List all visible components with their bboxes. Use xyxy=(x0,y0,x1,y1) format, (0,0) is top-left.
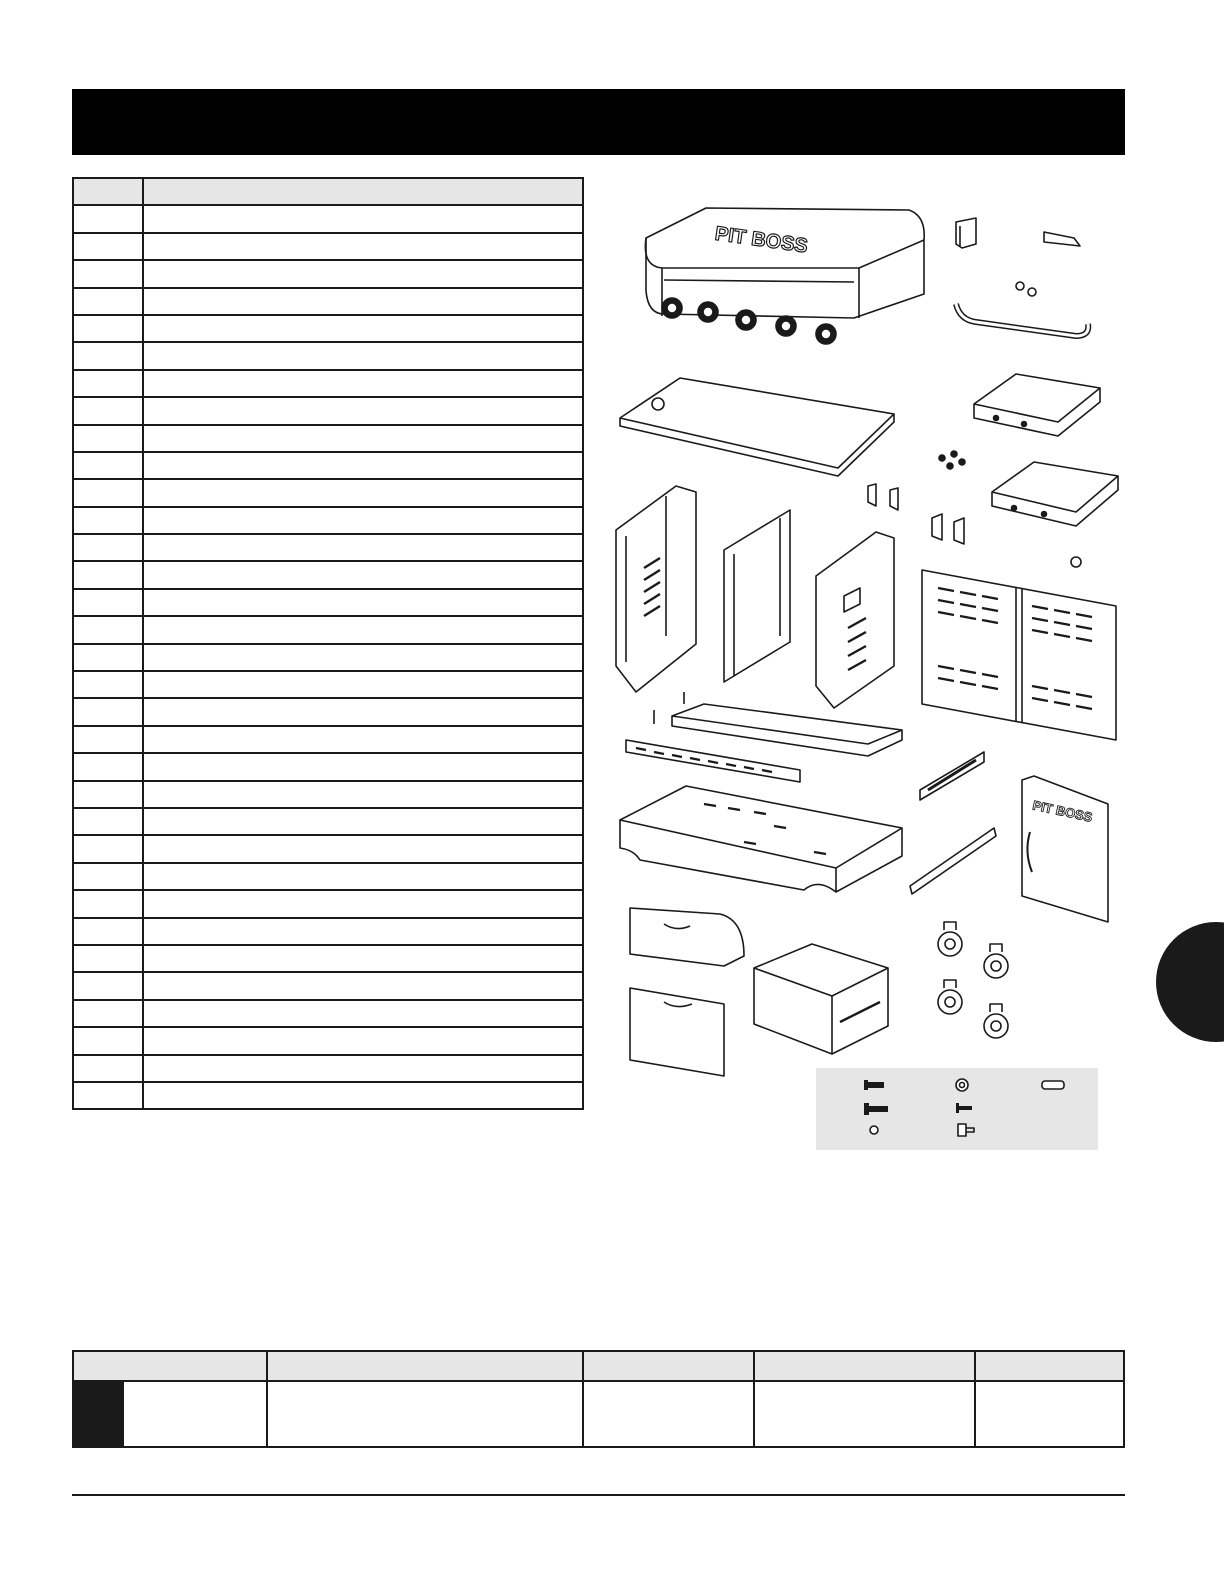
part-description-cell xyxy=(143,534,583,561)
part-number-cell xyxy=(73,1055,143,1082)
part-number-cell xyxy=(73,835,143,862)
part-description-cell xyxy=(143,1000,583,1027)
section-tab-marker xyxy=(1156,922,1224,1042)
part-number-cell xyxy=(73,972,143,999)
part-number-cell xyxy=(73,671,143,698)
side-shelf-part-1 xyxy=(974,374,1100,436)
parts-table-row xyxy=(73,425,583,452)
parts-table-row xyxy=(73,561,583,588)
part-number-cell xyxy=(73,288,143,315)
shelf-bolts xyxy=(939,451,965,469)
spec-data-row xyxy=(73,1381,1124,1447)
part-description-cell xyxy=(143,644,583,671)
section-header-bar xyxy=(72,89,1125,155)
griddle-plate-part xyxy=(620,378,894,476)
hood-brand-logo: PIT BOSS xyxy=(713,222,810,258)
parts-table-row xyxy=(73,726,583,753)
drawer-front-part-1 xyxy=(630,908,744,966)
parts-table-row xyxy=(73,507,583,534)
spec-data-cell xyxy=(754,1381,975,1447)
part-number-cell xyxy=(73,808,143,835)
part-description-cell xyxy=(143,781,583,808)
front-vent-rail xyxy=(626,740,800,782)
parts-table-row xyxy=(73,1082,583,1109)
part-number-cell xyxy=(73,534,143,561)
cabinet-middle-panel xyxy=(724,510,790,682)
caster-wheels xyxy=(938,922,1008,1038)
drawer-box-part xyxy=(754,944,888,1054)
side-shelf-part-2 xyxy=(992,462,1118,526)
part-number-cell xyxy=(73,945,143,972)
part-number-cell xyxy=(73,890,143,917)
parts-table-row xyxy=(73,863,583,890)
drawer-rail-part xyxy=(920,752,984,800)
parts-table-row xyxy=(73,781,583,808)
part-description-cell xyxy=(143,945,583,972)
spec-header-cell xyxy=(73,1351,267,1381)
part-number-cell xyxy=(73,561,143,588)
parts-table-row xyxy=(73,342,583,369)
part-number-cell xyxy=(73,698,143,725)
part-description-cell xyxy=(143,397,583,424)
spec-data-cell xyxy=(975,1381,1124,1447)
spec-header-cell xyxy=(754,1351,975,1381)
cabinet-left-panel xyxy=(616,486,696,692)
parts-table-row xyxy=(73,972,583,999)
part-number-cell xyxy=(73,315,143,342)
part-description-cell xyxy=(143,561,583,588)
spec-header-cell xyxy=(267,1351,583,1381)
part-number-cell xyxy=(73,260,143,287)
part-description-cell xyxy=(143,890,583,917)
model-spec-table xyxy=(72,1350,1125,1448)
parts-table-row xyxy=(73,644,583,671)
control-knobs xyxy=(662,298,836,344)
part-number-cell xyxy=(73,452,143,479)
part-number-cell xyxy=(73,233,143,260)
part-number-cell xyxy=(73,425,143,452)
parts-table-row xyxy=(73,835,583,862)
parts-table-row xyxy=(73,315,583,342)
part-description-cell xyxy=(143,205,583,232)
part-number-cell xyxy=(73,342,143,369)
part-number-cell xyxy=(73,781,143,808)
part-description-cell xyxy=(143,425,583,452)
part-description-cell xyxy=(143,233,583,260)
parts-table-row xyxy=(73,1055,583,1082)
spec-model-cell xyxy=(73,1381,267,1447)
part-description-cell xyxy=(143,452,583,479)
part-number-cell xyxy=(73,1000,143,1027)
parts-table-row xyxy=(73,370,583,397)
spec-header-cell xyxy=(583,1351,754,1381)
part-description-cell xyxy=(143,726,583,753)
part-description-cell xyxy=(143,863,583,890)
parts-col-description-header xyxy=(143,178,583,205)
part-description-cell xyxy=(143,1055,583,1082)
caster-wheel xyxy=(984,1004,1008,1038)
model-color-block xyxy=(74,1382,124,1446)
part-description-cell xyxy=(143,698,583,725)
parts-table-row xyxy=(73,452,583,479)
single-door-panel xyxy=(1022,776,1108,922)
parts-table-row xyxy=(73,260,583,287)
cabinet-bottom-shelf xyxy=(654,692,902,756)
spec-data-cell xyxy=(583,1381,754,1447)
handle-bar-part xyxy=(956,304,1088,336)
part-description-cell xyxy=(143,589,583,616)
part-description-cell xyxy=(143,918,583,945)
part-number-cell xyxy=(73,507,143,534)
parts-table-row xyxy=(73,918,583,945)
part-number-cell xyxy=(73,479,143,506)
part-description-cell xyxy=(143,315,583,342)
part-number-cell xyxy=(73,753,143,780)
part-description-cell xyxy=(143,1027,583,1054)
spec-header-cell xyxy=(975,1351,1124,1381)
part-number-cell xyxy=(73,370,143,397)
parts-table-row xyxy=(73,479,583,506)
part-number-cell xyxy=(73,1082,143,1109)
part-description-cell xyxy=(143,835,583,862)
door-brand-logo: PIT BOSS xyxy=(1031,797,1094,825)
part-description-cell xyxy=(143,972,583,999)
part-description-cell xyxy=(143,342,583,369)
parts-table-row xyxy=(73,808,583,835)
part-number-cell xyxy=(73,863,143,890)
part-description-cell xyxy=(143,479,583,506)
parts-table-header-row xyxy=(73,178,583,205)
part-number-cell xyxy=(73,397,143,424)
spec-data-cell xyxy=(267,1381,583,1447)
hardware-panel xyxy=(816,1068,1098,1150)
part-number-cell xyxy=(73,589,143,616)
parts-table-row xyxy=(73,397,583,424)
caster-wheel xyxy=(938,980,962,1014)
parts-table-row xyxy=(73,288,583,315)
griddle-hood-part xyxy=(645,208,924,344)
parts-table-row xyxy=(73,233,583,260)
parts-table-row xyxy=(73,534,583,561)
parts-table-row xyxy=(73,616,583,643)
exploded-parts-diagram xyxy=(604,196,1134,1156)
parts-table-row xyxy=(73,945,583,972)
parts-table-row xyxy=(73,589,583,616)
ring-icon xyxy=(870,1126,878,1134)
cabinet-right-panel xyxy=(816,532,894,708)
part-number-cell xyxy=(73,205,143,232)
part-description-cell xyxy=(143,808,583,835)
part-description-cell xyxy=(143,1082,583,1109)
part-number-cell xyxy=(73,1027,143,1054)
part-number-cell xyxy=(73,726,143,753)
parts-table-row xyxy=(73,205,583,232)
caster-wheel xyxy=(938,922,962,956)
part-number-cell xyxy=(73,616,143,643)
grease-cup-part xyxy=(956,218,976,248)
caster-wheel xyxy=(984,944,1008,978)
spec-header-row xyxy=(73,1351,1124,1381)
washer-icon xyxy=(956,1079,968,1091)
parts-list-table xyxy=(72,177,584,1110)
part-description-cell xyxy=(143,753,583,780)
part-number-cell xyxy=(73,918,143,945)
part-description-cell xyxy=(143,671,583,698)
door-rail-part xyxy=(910,828,996,894)
part-description-cell xyxy=(143,370,583,397)
knob-nuts xyxy=(1016,282,1036,296)
parts-table-row xyxy=(73,1027,583,1054)
parts-table-row xyxy=(73,671,583,698)
bracket-part-top xyxy=(1044,232,1080,246)
parts-table-row xyxy=(73,698,583,725)
cabinet-base-part xyxy=(620,786,902,892)
spacer-icon xyxy=(1042,1081,1064,1089)
drawer-front-part-2 xyxy=(630,988,724,1076)
parts-table-row xyxy=(73,1000,583,1027)
part-description-cell xyxy=(143,616,583,643)
part-description-cell xyxy=(143,260,583,287)
parts-table-row xyxy=(73,753,583,780)
part-description-cell xyxy=(143,507,583,534)
part-description-cell xyxy=(143,288,583,315)
parts-table-row xyxy=(73,890,583,917)
double-door-panel xyxy=(922,570,1116,740)
parts-col-number-header xyxy=(73,178,143,205)
footer-rule xyxy=(72,1494,1125,1496)
part-number-cell xyxy=(73,644,143,671)
